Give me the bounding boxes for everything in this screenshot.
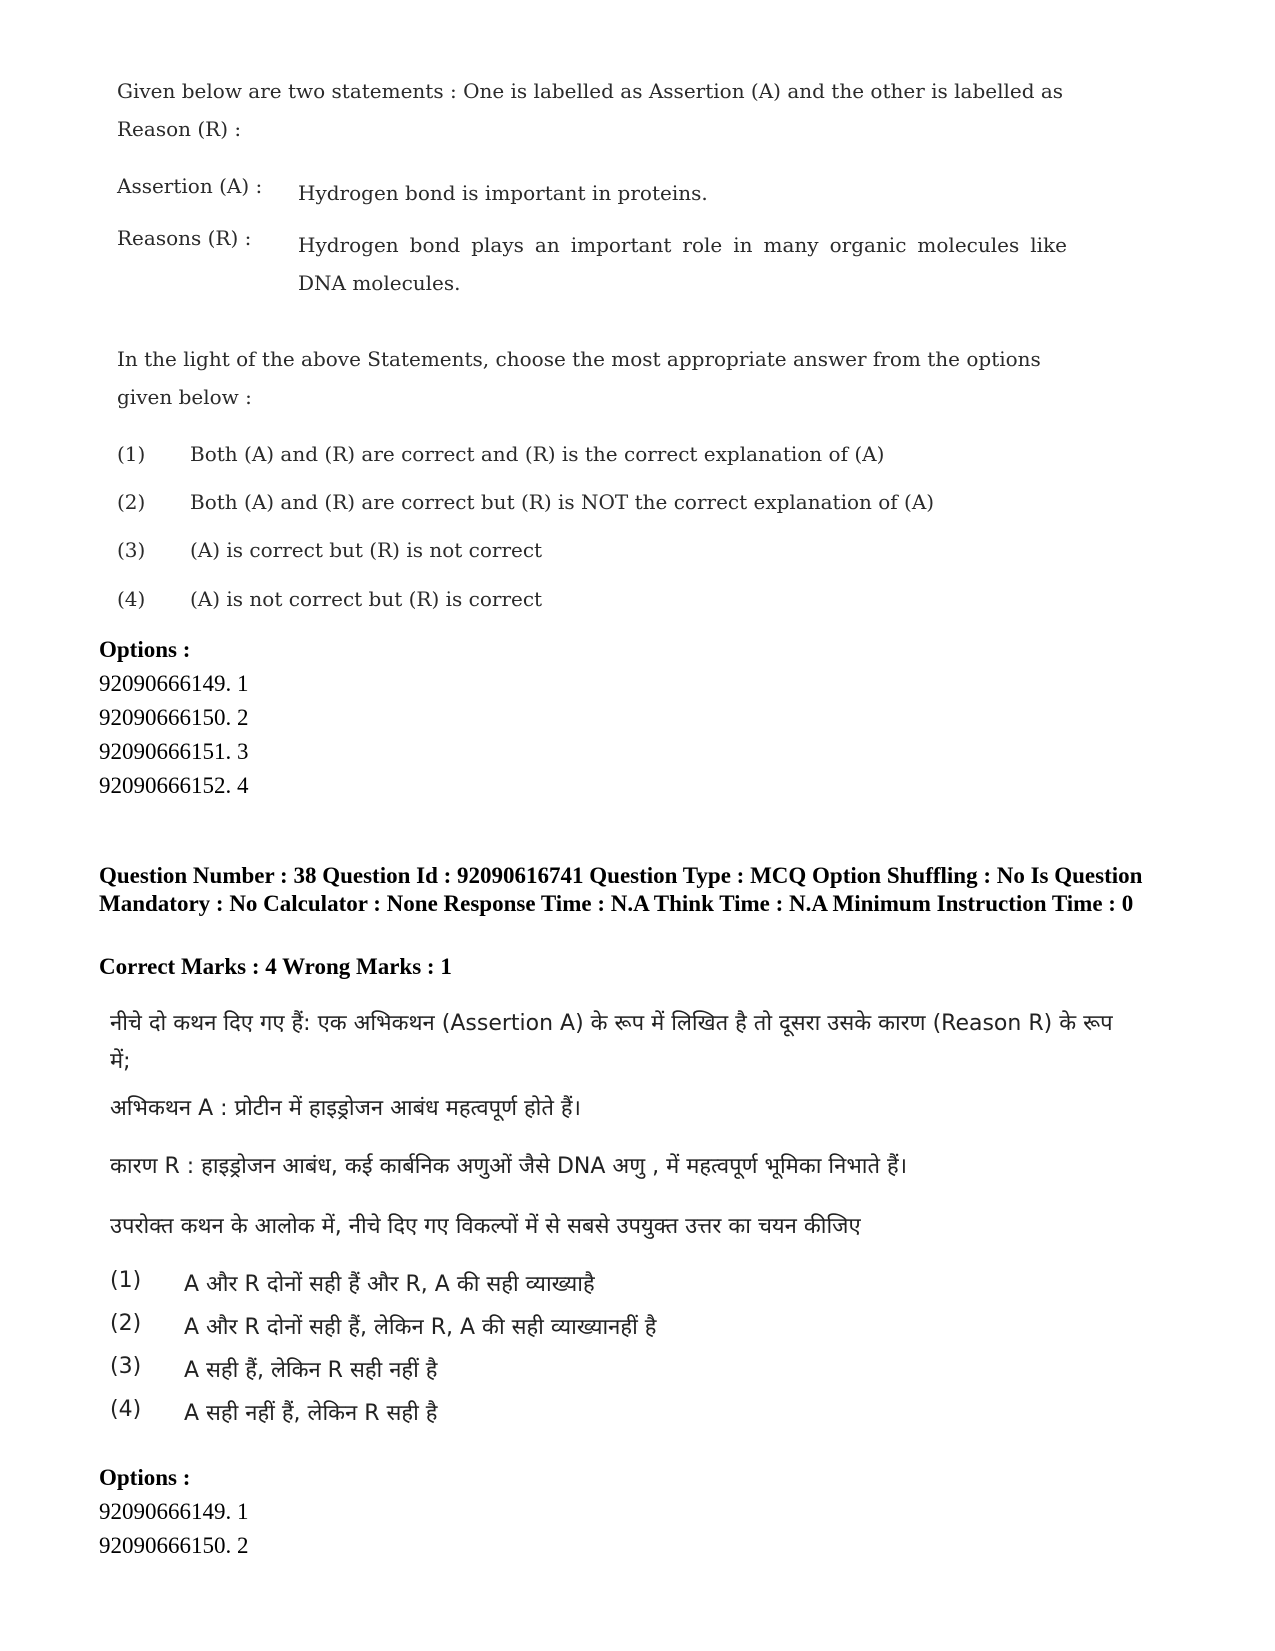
hi-option-3 xyxy=(110,1354,437,1384)
hi-reason-text: कारण R : हाइड्रोजन आबंध, कई कार्बनिक अणुओं जैसे DNA अणु , में महत्वपूर्ण भूमिका निभाते हैं। xyxy=(110,1154,908,1179)
en-option-4 xyxy=(117,587,542,611)
en-option-text: Both (A) and (R) are correct and (R) is the correct explanation of (A) xyxy=(190,442,885,466)
hi-option-4 xyxy=(110,1397,437,1427)
en-option-3 xyxy=(117,538,542,562)
en-option-text: Both (A) and (R) are correct but (R) is NOT the correct explanation of (A) xyxy=(190,490,935,514)
en-option-text: (A) is not correct but (R) is correct xyxy=(190,587,543,611)
en-option-number: (1) xyxy=(117,442,146,466)
en-option-number: (3) xyxy=(117,538,146,562)
hi-option-number: (2) xyxy=(110,1311,142,1336)
hi-option-number: (4) xyxy=(110,1397,142,1422)
option-id-line: 92090666151. 3 xyxy=(99,739,249,764)
en-reason-row xyxy=(117,226,1067,302)
hi-option-text: A सही हैं, लेकिन R सही नहीं है xyxy=(184,1358,438,1383)
option-id-line: 92090666150. 2 xyxy=(99,705,249,730)
en-assertion-row xyxy=(117,174,1067,212)
en-intro-text: Given below are two statements : One is labelled as Assertion (A) and the other is labelled as Reason (R) : xyxy=(117,79,1064,141)
hi-instruction-text: उपरोक्त कथन के आलोक में, नीचे दिए गए विकल्पों में से सबसे उपयुक्त उत्तर का चयन कीजिए xyxy=(110,1214,861,1239)
en-option-number: (2) xyxy=(117,490,146,514)
question-metadata: Question Number : 38 Question Id : 92090616741 Question Type : MCQ Option Shuffling : No Is Question Mandatory : No Calculator : None Response Time : N.A Think Time : N.A Minimum Instruction Time : 0 xyxy=(99,863,1143,916)
hi-option-number: (1) xyxy=(110,1268,142,1293)
hi-intro-text: नीचे दो कथन दिए गए हैं: एक अभिकथन (Assertion A) के रूप में लिखित है तो दूसरा उसके कारण (Reason R) के रूप में; xyxy=(110,1011,1113,1074)
option-id-line: 92090666150. 2 xyxy=(99,1533,249,1558)
en-option-number: (4) xyxy=(117,587,146,611)
en-reason-label: Reasons (R) : xyxy=(117,226,252,250)
en-assertion-text: Hydrogen bond is important in proteins. xyxy=(298,181,708,205)
option-id-line: 92090666152. 4 xyxy=(99,773,249,798)
hi-assertion-text: अभिकथन A : प्रोटीन में हाइड्रोजन आबंध महत्वपूर्ण होते हैं। xyxy=(110,1096,581,1121)
hi-option-text: A सही नहीं हैं, लेकिन R सही है xyxy=(184,1401,438,1426)
hi-option-text: A और R दोनों सही हैं, लेकिन R, A की सही व्याख्यानहीं है xyxy=(184,1315,657,1340)
en-reason-text: Hydrogen bond plays an important role in many organic molecules like DNA molecules. xyxy=(298,233,1067,295)
option-id-line: 92090666149. 1 xyxy=(99,1499,249,1524)
hi-option-number: (3) xyxy=(110,1354,142,1379)
en-option-1 xyxy=(117,442,884,466)
marks-line: Correct Marks : 4 Wrong Marks : 1 xyxy=(99,954,452,979)
hi-option-1 xyxy=(110,1268,595,1298)
hi-option-2 xyxy=(110,1311,656,1341)
option-id-line: 92090666149. 1 xyxy=(99,671,249,696)
options-heading: Options : xyxy=(99,1465,191,1490)
en-assertion-label: Assertion (A) : xyxy=(117,174,263,198)
hi-option-text: A और R दोनों सही हैं और R, A की सही व्याख्याहै xyxy=(184,1272,595,1297)
en-instruction-text: In the light of the above Statements, choose the most appropriate answer from the options given below : xyxy=(117,347,1041,409)
en-option-text: (A) is correct but (R) is not correct xyxy=(190,538,543,562)
en-option-2 xyxy=(117,490,934,514)
options-heading: Options : xyxy=(99,637,191,662)
